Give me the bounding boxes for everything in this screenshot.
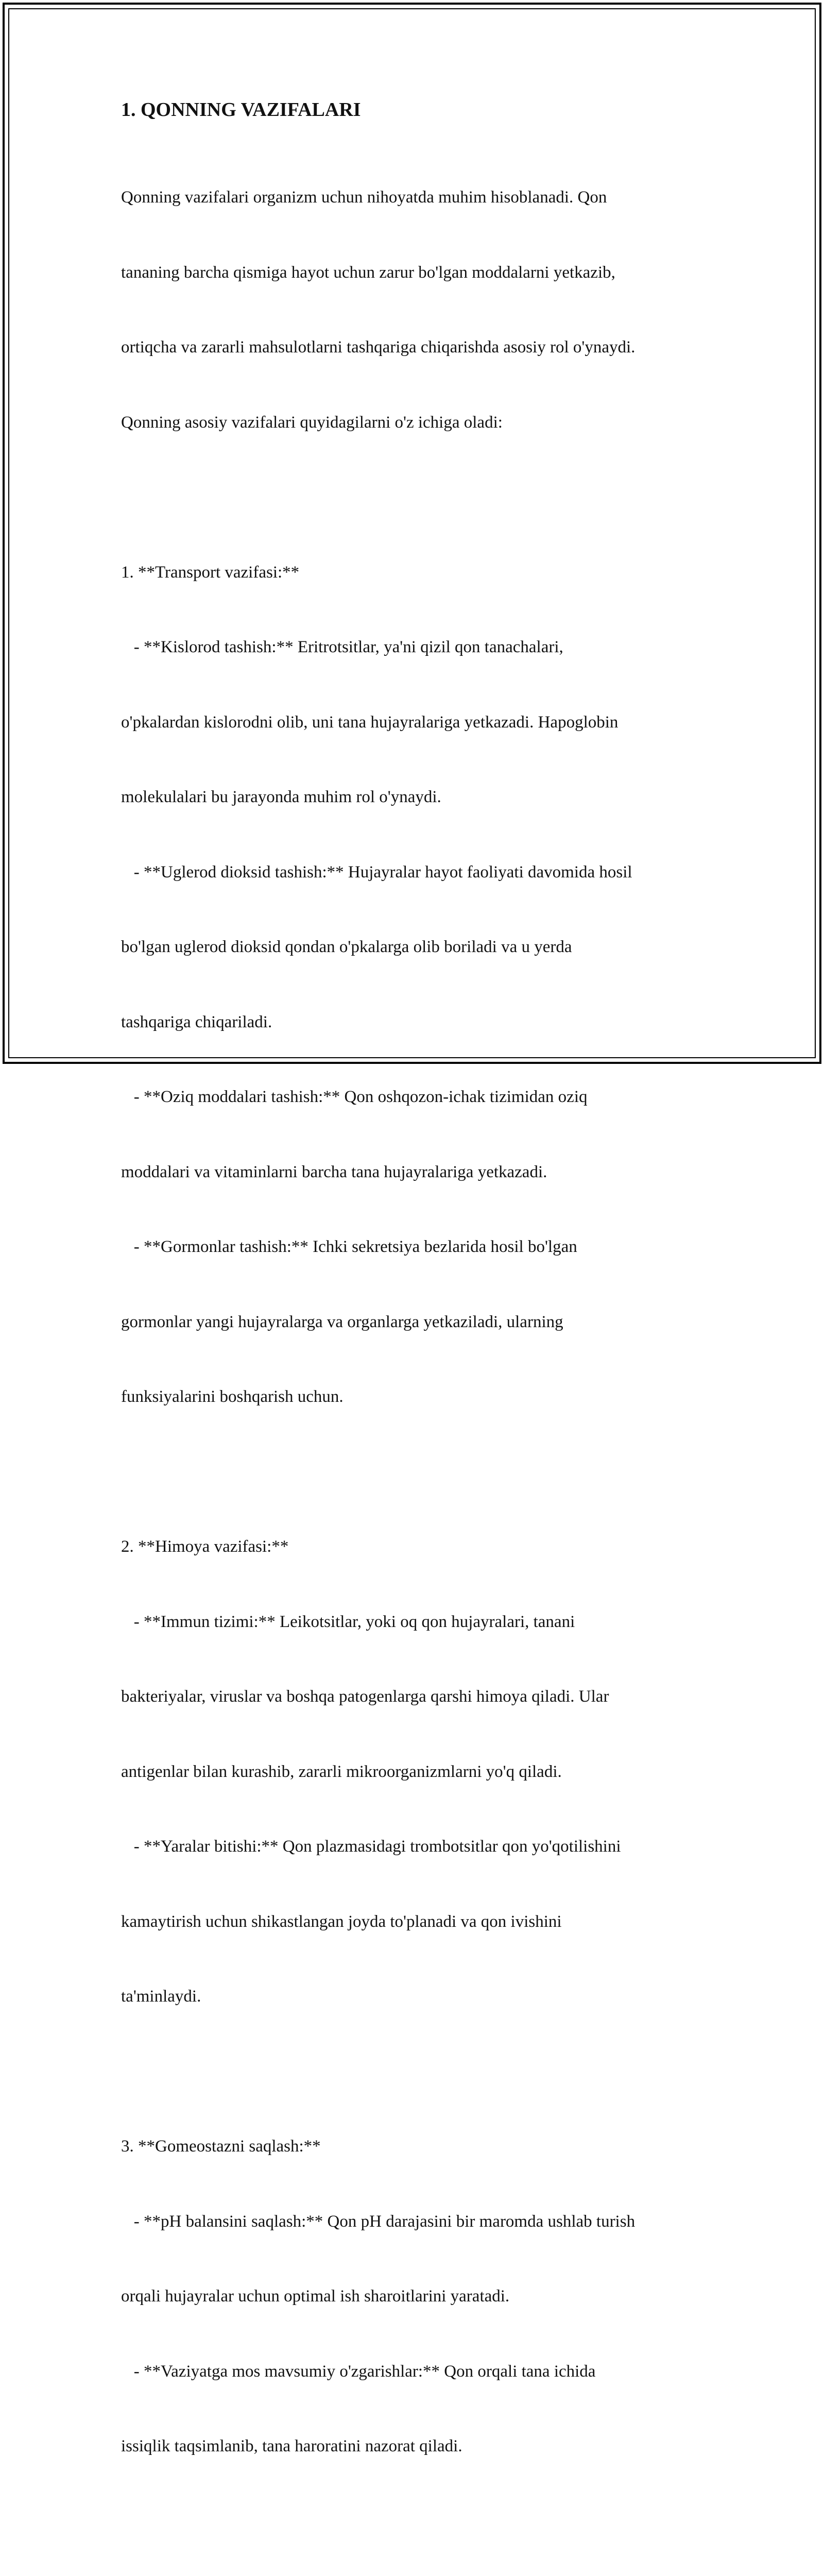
text-line: ta'minlaydi. (121, 1987, 201, 2006)
document-heading: 1. QONNING VAZIFALARI (121, 99, 361, 121)
text-line: - **Oziq moddalari tashish:** Qon oshqozon-ichak tizimidan oziq (121, 1088, 588, 1106)
text-line: antigenlar bilan kurashib, zararli mikroorganizmlarni yo'q qiladi. (121, 1762, 562, 1781)
blank-line (121, 2059, 708, 2084)
text-line: 1. **Transport vazifasi:** (121, 563, 300, 582)
text-line: bakteriyalar, viruslar va boshqa patogenlarga qarshi himoya qiladi. Ular (121, 1687, 609, 1706)
text-line: molekulalari bu jarayonda muhim rol o'ynaydi. (121, 788, 441, 806)
text-line: - **Kislorod tashish:** Eritrotsitlar, ya'ni qizil qon tanachalari, (121, 638, 563, 656)
text-line: moddalari va vitaminlarni barcha tana hujayralariga yetkazadi. (121, 1162, 547, 1181)
text-line: issiqlik taqsimlanib, tana haroratini nazorat qiladi. (121, 2437, 462, 2455)
blank-line (121, 2509, 708, 2534)
text-line: Qonning asosiy vazifalari quyidagilarni o'z ichiga oladi: (121, 413, 503, 432)
blank-line (121, 1460, 708, 1485)
document-text (121, 135, 708, 2576)
text-line: - **Yaralar bitishi:** Qon plazmasidagi trombotsitlar qon yo'qotilishini (121, 1837, 621, 1856)
text-line: - **pH balansini saqlash:** Qon pH darajasini bir maromda ushlab turish (121, 2212, 636, 2231)
text-line: tananing barcha qismiga hayot uchun zarur bo'lgan moddalarni yetkazib, (121, 263, 615, 282)
text-line: ortiqcha va zararli mahsulotlarni tashqariga chiqarishda asosiy rol o'ynaydi. (121, 338, 636, 357)
text-line: o'pkalardan kislorodni olib, uni tana hujayralariga yetkazadi. Hapoglobin (121, 713, 619, 732)
text-line: bo'lgan uglerod dioksid qondan o'pkalarga olib boriladi va u yerda (121, 938, 572, 956)
text-line: - **Uglerod dioksid tashish:** Hujayralar hayot faoliyati davomida hosil (121, 862, 632, 882)
text-line: 2. **Himoya vazifasi:** (121, 1537, 289, 1556)
text-line: kamaytirish uchun shikastlangan joyda to'planadi va qon ivishini (121, 1912, 562, 1931)
text-line: orqali hujayralar uchun optimal ish sharoitlarini yaratadi. (121, 2287, 510, 2306)
text-line: 3. **Gomeostazni saqlash:** (121, 2137, 321, 2156)
text-line: funksiyalarini boshqarish uchun. (121, 1387, 344, 1406)
text-line: Qonning vazifalari organizm uchun nihoyatda muhim hisoblanadi. Qon (121, 188, 607, 207)
text-line: gormonlar yangi hujayralarga va organlarga yetkaziladi, ularning (121, 1312, 563, 1331)
text-line: tashqariga chiqariladi. (121, 1012, 272, 1031)
blank-line (121, 485, 708, 510)
text-line: - **Immun tizimi:** Leikotsitlar, yoki oq qon hujayralari, tanani (121, 1612, 575, 1631)
text-line: - **Gormonlar tashish:** Ichki sekretsiya bezlarida hosil bo'lgan (121, 1238, 577, 1256)
document-body (121, 98, 708, 2576)
text-line: - **Vaziyatga mos mavsumiy o'zgarishlar:** Qon orqali tana ichida (121, 2362, 596, 2381)
